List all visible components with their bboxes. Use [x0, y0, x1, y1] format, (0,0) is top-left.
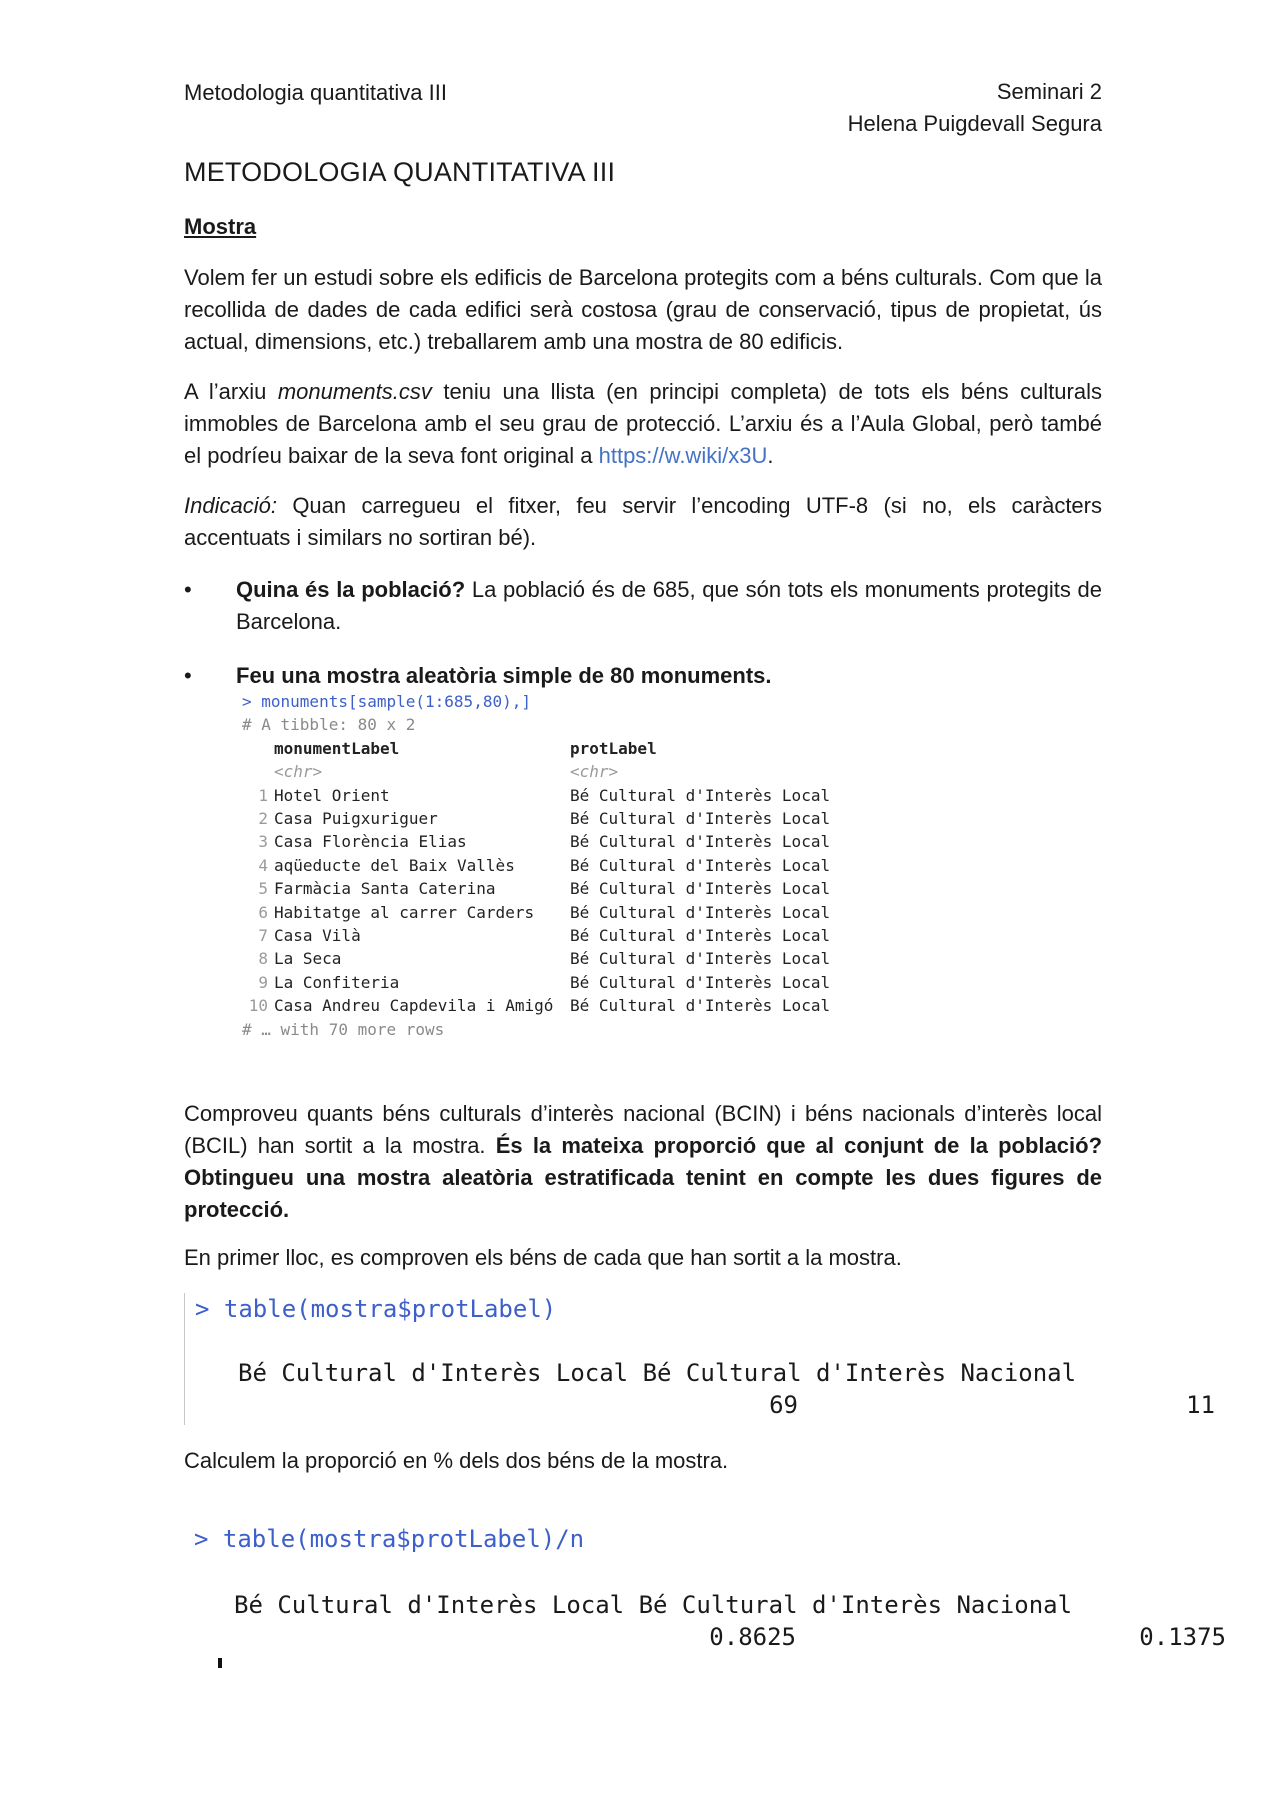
monument-label: Farmàcia Santa Caterina: [274, 879, 496, 899]
header-seminar: Seminari 2: [996, 79, 1102, 104]
r-console-output: [242, 690, 830, 1041]
row-number: 8: [258, 949, 268, 969]
header-course: Metodologia quantitativa III: [184, 80, 447, 105]
protection-label: Bé Cultural d'Interès Local: [570, 996, 831, 1016]
bullet-question: Quina és la població?: [236, 577, 466, 602]
page-title: METODOLOGIA QUANTITATIVA III: [184, 157, 616, 187]
bullet-answer: La població és de 685, que són tots els monuments protegits de Barcelona.: [236, 577, 1102, 634]
console-row: [242, 854, 830, 877]
column-type: <chr>: [274, 762, 323, 782]
output-value-nacional: 11: [1186, 1391, 1215, 1419]
protection-label: Bé Cultural d'Interès Local: [570, 809, 831, 829]
protection-label: Bé Cultural d'Interès Local: [570, 785, 831, 805]
console-command: > table(mostra$protLabel): [195, 1295, 557, 1323]
cursor-mark: [218, 1658, 222, 1668]
output-labels: Bé Cultural d'Interès Local Bé Cultural d'Interès Nacional: [234, 1591, 1073, 1619]
question-paragraph: [184, 1098, 1102, 1226]
section-heading: Mostra: [184, 214, 257, 239]
bullet-icon: •: [184, 663, 192, 688]
file-paragraph: [184, 376, 1102, 472]
monument-label: Habitatge al carrer Carders: [274, 902, 535, 922]
text-span: Comproveu quants béns culturals d’interès nacional (BCIN) i béns nacionals d’interès local (BCIL) han sortit a la mostra.: [184, 1101, 1102, 1158]
row-number: 5: [258, 879, 268, 899]
protection-label: Bé Cultural d'Interès Local: [570, 926, 831, 946]
row-number: 1: [258, 785, 268, 805]
proportion-paragraph: Calculem la proporció en % dels dos béns de la mostra.: [184, 1448, 729, 1473]
console-row: [242, 994, 830, 1017]
protection-label: Bé Cultural d'Interès Local: [570, 972, 831, 992]
monument-label: Hotel Orient: [274, 785, 390, 805]
console-more-rows: # … with 70 more rows: [242, 1019, 445, 1039]
table-output-counts: [184, 1293, 1215, 1425]
column-header-monument: monumentLabel: [274, 738, 400, 758]
console-tibble-info: # A tibble: 80 x 2: [242, 715, 416, 735]
bullet-text: [236, 574, 1102, 638]
output-labels: Bé Cultural d'Interès Local Bé Cultural d'Interès Nacional: [238, 1359, 1077, 1387]
row-number: 3: [258, 832, 268, 852]
console-row: [242, 971, 830, 994]
text-span: A l’arxiu: [184, 379, 278, 404]
header-author: Helena Puigdevall Segura: [847, 111, 1102, 136]
protection-label: Bé Cultural d'Interès Local: [570, 902, 831, 922]
column-type: <chr>: [570, 762, 619, 782]
protection-label: Bé Cultural d'Interès Local: [570, 879, 831, 899]
source-link[interactable]: https://w.wiki/x3U: [598, 443, 768, 468]
hint-label: Indicació:: [184, 493, 277, 518]
row-number: 9: [258, 972, 268, 992]
monument-label: Casa Puigxuriguer: [274, 809, 438, 829]
bullet-icon: •: [184, 577, 192, 602]
output-value-nacional: 0.1375: [1139, 1623, 1226, 1651]
monument-label: aqüeducte del Baix Vallès: [274, 855, 515, 875]
console-command: > monuments[sample(1:685,80),]: [242, 692, 531, 711]
text-span: teniu una llista (en principi completa) de tots els béns culturals immobles de Barcelona amb el seu grau de protecció. L’arxiu és a l’Aula Global, però també el podríeu baixar de la seva font original a: [184, 379, 1102, 468]
protection-label: Bé Cultural d'Interès Local: [570, 855, 831, 875]
monument-label: La Seca: [274, 949, 342, 969]
file-name: monuments.csv: [277, 379, 432, 404]
row-number: 10: [248, 996, 268, 1016]
hint-paragraph: [184, 490, 1102, 554]
row-number: 4: [258, 855, 268, 875]
monument-label: La Confiteria: [274, 972, 400, 992]
console-command: > table(mostra$protLabel)/n: [194, 1525, 585, 1553]
console-row: [242, 947, 830, 970]
check-paragraph: En primer lloc, es comproven els béns de cada que han sortit a la mostra.: [184, 1245, 902, 1270]
monument-label: Casa Andreu Capdevila i Amigó: [274, 996, 554, 1016]
protection-label: Bé Cultural d'Interès Local: [570, 949, 831, 969]
bullet-text: [236, 660, 1102, 692]
row-number: 2: [258, 809, 268, 829]
console-row: [242, 830, 830, 853]
output-value-local: 0.8625: [709, 1623, 796, 1651]
output-value-local: 69: [769, 1391, 798, 1419]
row-number: 6: [258, 902, 268, 922]
text-span: .: [767, 443, 774, 468]
console-row: [242, 877, 830, 900]
monument-label: Casa Florència Elias: [274, 832, 467, 852]
hint-text: Quan carregueu el fitxer, feu servir l’encoding UTF-8 (si no, els caràcters accentuats i similars no sortiran bé).: [184, 493, 1102, 550]
console-rows: [242, 784, 830, 1018]
table-output-proportions: [184, 1525, 1226, 1655]
header-info: [848, 76, 1102, 140]
console-row: [242, 784, 830, 807]
protection-label: Bé Cultural d'Interès Local: [570, 832, 831, 852]
row-number: 7: [258, 926, 268, 946]
monument-label: Casa Vilà: [274, 926, 361, 946]
console-header-row: [242, 737, 830, 760]
console-row: [242, 924, 830, 947]
console-row: [242, 807, 830, 830]
console-row: [242, 901, 830, 924]
bold-question: És la mateixa proporció que al conjunt de la població? Obtingueu una mostra aleatòria estratificada tenint en compte les dues figures de protecció.: [184, 1133, 1103, 1222]
bullet-question: Feu una mostra aleatòria simple de 80 monuments.: [236, 663, 772, 688]
intro-paragraph: Volem fer un estudi sobre els edificis de Barcelona protegits com a béns culturals. Com que la recollida de dades de cada edifici serà costosa (grau de conservació, tipus de propietat, ús actual, dimensions, etc.) treballarem amb una mostra de 80 edificis.: [184, 265, 1102, 354]
column-header-prot: protLabel: [570, 738, 657, 758]
console-type-row: [242, 760, 830, 783]
